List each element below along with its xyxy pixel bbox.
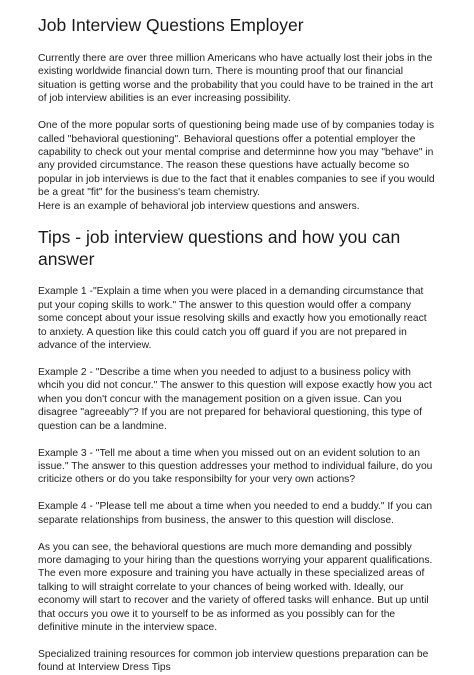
- page-title: Job Interview Questions Employer: [38, 15, 304, 35]
- example-1-paragraph: Example 1 -"Explain a time when you were placed in a demanding circumstance that put your coping skills to work." The answer to this question would offer a company some concept about your issue resolving skills and exactly how you emotionally react to anxiety. A question like this could catch you off guard if you are not prepared in advance of the interview.: [38, 286, 427, 352]
- resources-paragraph: Specialized training resources for common job interview questions preparation can be found at Interview Dress Tips: [38, 648, 429, 674]
- section-heading: Tips - job interview questions and how you can answer: [38, 227, 401, 270]
- intro-paragraph-3: Here is an example of behavioral job interview questions and answers.: [38, 200, 360, 212]
- intro-paragraph-1: Currently there are over three million Americans who have actually lost their jobs in the existing worldwide financial down turn. There is mounting proof that our financial situation is getting worse and the probability that you could have to be trained in the art of job interview abilities is an ever increasing possibility.: [38, 53, 433, 105]
- example-2-paragraph: Example 2 - "Describe a time when you needed to adjust to a business policy with whcih you did not concur." The answer to this question will expose exactly how you act when you don't concur with the management position on a given issue. Can you disagree "agreeably"? If you are not prepared for behavioral questioning, this type of question can be a landmine.: [38, 367, 432, 432]
- example-3-paragraph: Example 3 - "Tell me about a time when you missed out on an evident solution to an issue." The answer to this question addresses your method to individual failure, do you criticize others or do you take responsibilty for your very own actions?: [38, 447, 433, 486]
- example-4-paragraph: Example 4 - "Please tell me about a time when you needed to end a buddy." If you can separate relationships from business, the answer to this question will disclose.: [38, 501, 433, 526]
- intro-paragraph-2: One of the more popular sorts of questioning being made use of by companies today is called "behavioral questioning". Behavioral questions offer a potential employer the capability to check out your mental comprise and determinne how you may "behave" in any provided circumstance. The reason these questions have actually become so popular in job interviews is due to the fact that it enables companies to see if you would be a great "fit" for the business's team chemistry.: [38, 120, 435, 199]
- conclusion-paragraph: As you can see, the behavioral questions are much more demanding and possibly more damaging to your hiring than the questions worrying your apparent qualifications. The even more exposure and training you have actually in these specialized areas of talking to will straight correlate to your chances of being worked with. Ideally, our economy will start to recover and the variety of offered tasks will enhance. But up until that occurs you owe it to yourself to be as informed as you possibly can for the definitive minute in the interview space.: [38, 541, 433, 633]
